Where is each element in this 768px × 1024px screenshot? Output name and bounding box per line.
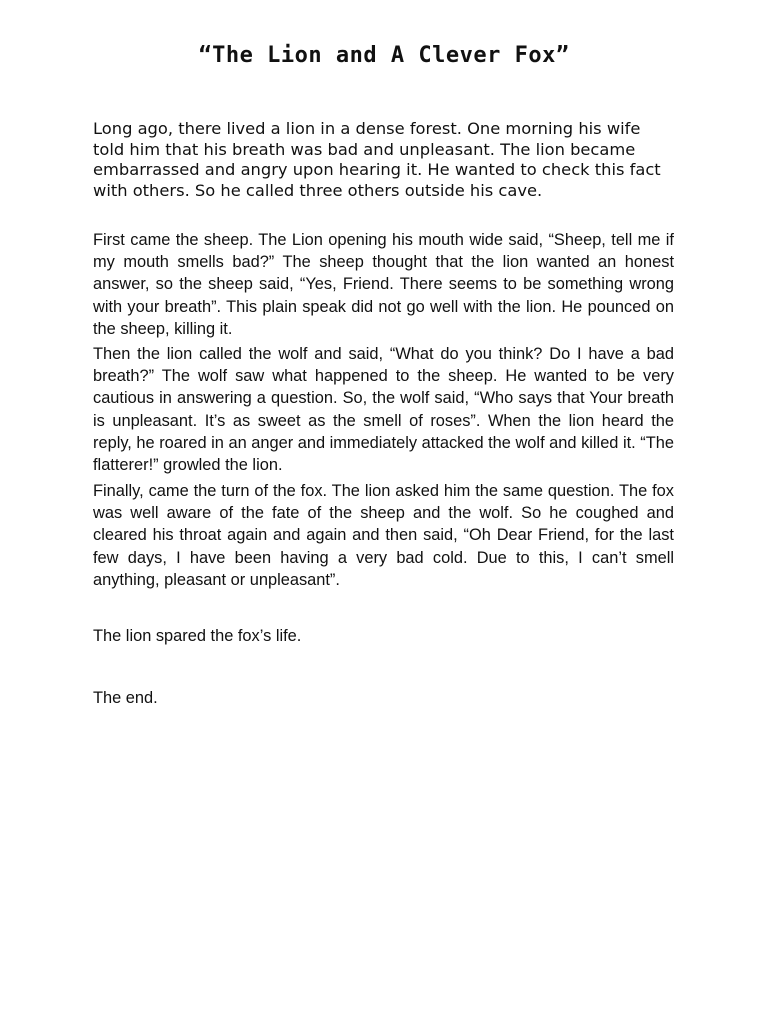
paragraph-wolf: Then the lion called the wolf and said, “What do you think? Do I have a bad breath?” The wolf saw what happened to the sheep. He wanted to be very cautious in answering a question. So, the wolf said, “Who says that Your breath is unpleasant. It’s as sweet as the smell of roses”. When the lion heard the reply, he roared in an anger and immediately attacked the wolf and killed it. “The flatterer!” growled the lion. [93,345,674,475]
paragraph-sheep: First came the sheep. The Lion opening his mouth wide said, “Sheep, tell me if my mouth smells bad?” The sheep thought that the lion wanted an honest answer, so the sheep said, “Yes, Friend. There seems to be something wrong with your breath”. This plain speak did not go well with the lion. He pounced on the sheep, killing it. [93,231,674,338]
paragraph-conclusion: The lion spared the fox’s life. [93,627,302,645]
story-title: “The Lion and A Clever Fox” [198,43,570,68]
paragraph-end: The end. [93,689,158,707]
paragraph-fox: Finally, came the turn of the fox. The lion asked him the same question. The fox was well aware of the fate of the sheep and the wolf. So he coughed and cleared his throat again and again and then said, “Oh Dear Friend, for the last few days, I have been having a very bad cold. Due to this, I can’t smell anything, pleasant or unpleasant”. [93,482,674,589]
paragraph-intro: Long ago, there lived a lion in a dense forest. One morning his wife told him that his breath was bad and unpleasant. The lion became embarrassed and angry upon hearing it. He wanted to check this fact with others. So he called three others outside his cave. [93,119,661,200]
